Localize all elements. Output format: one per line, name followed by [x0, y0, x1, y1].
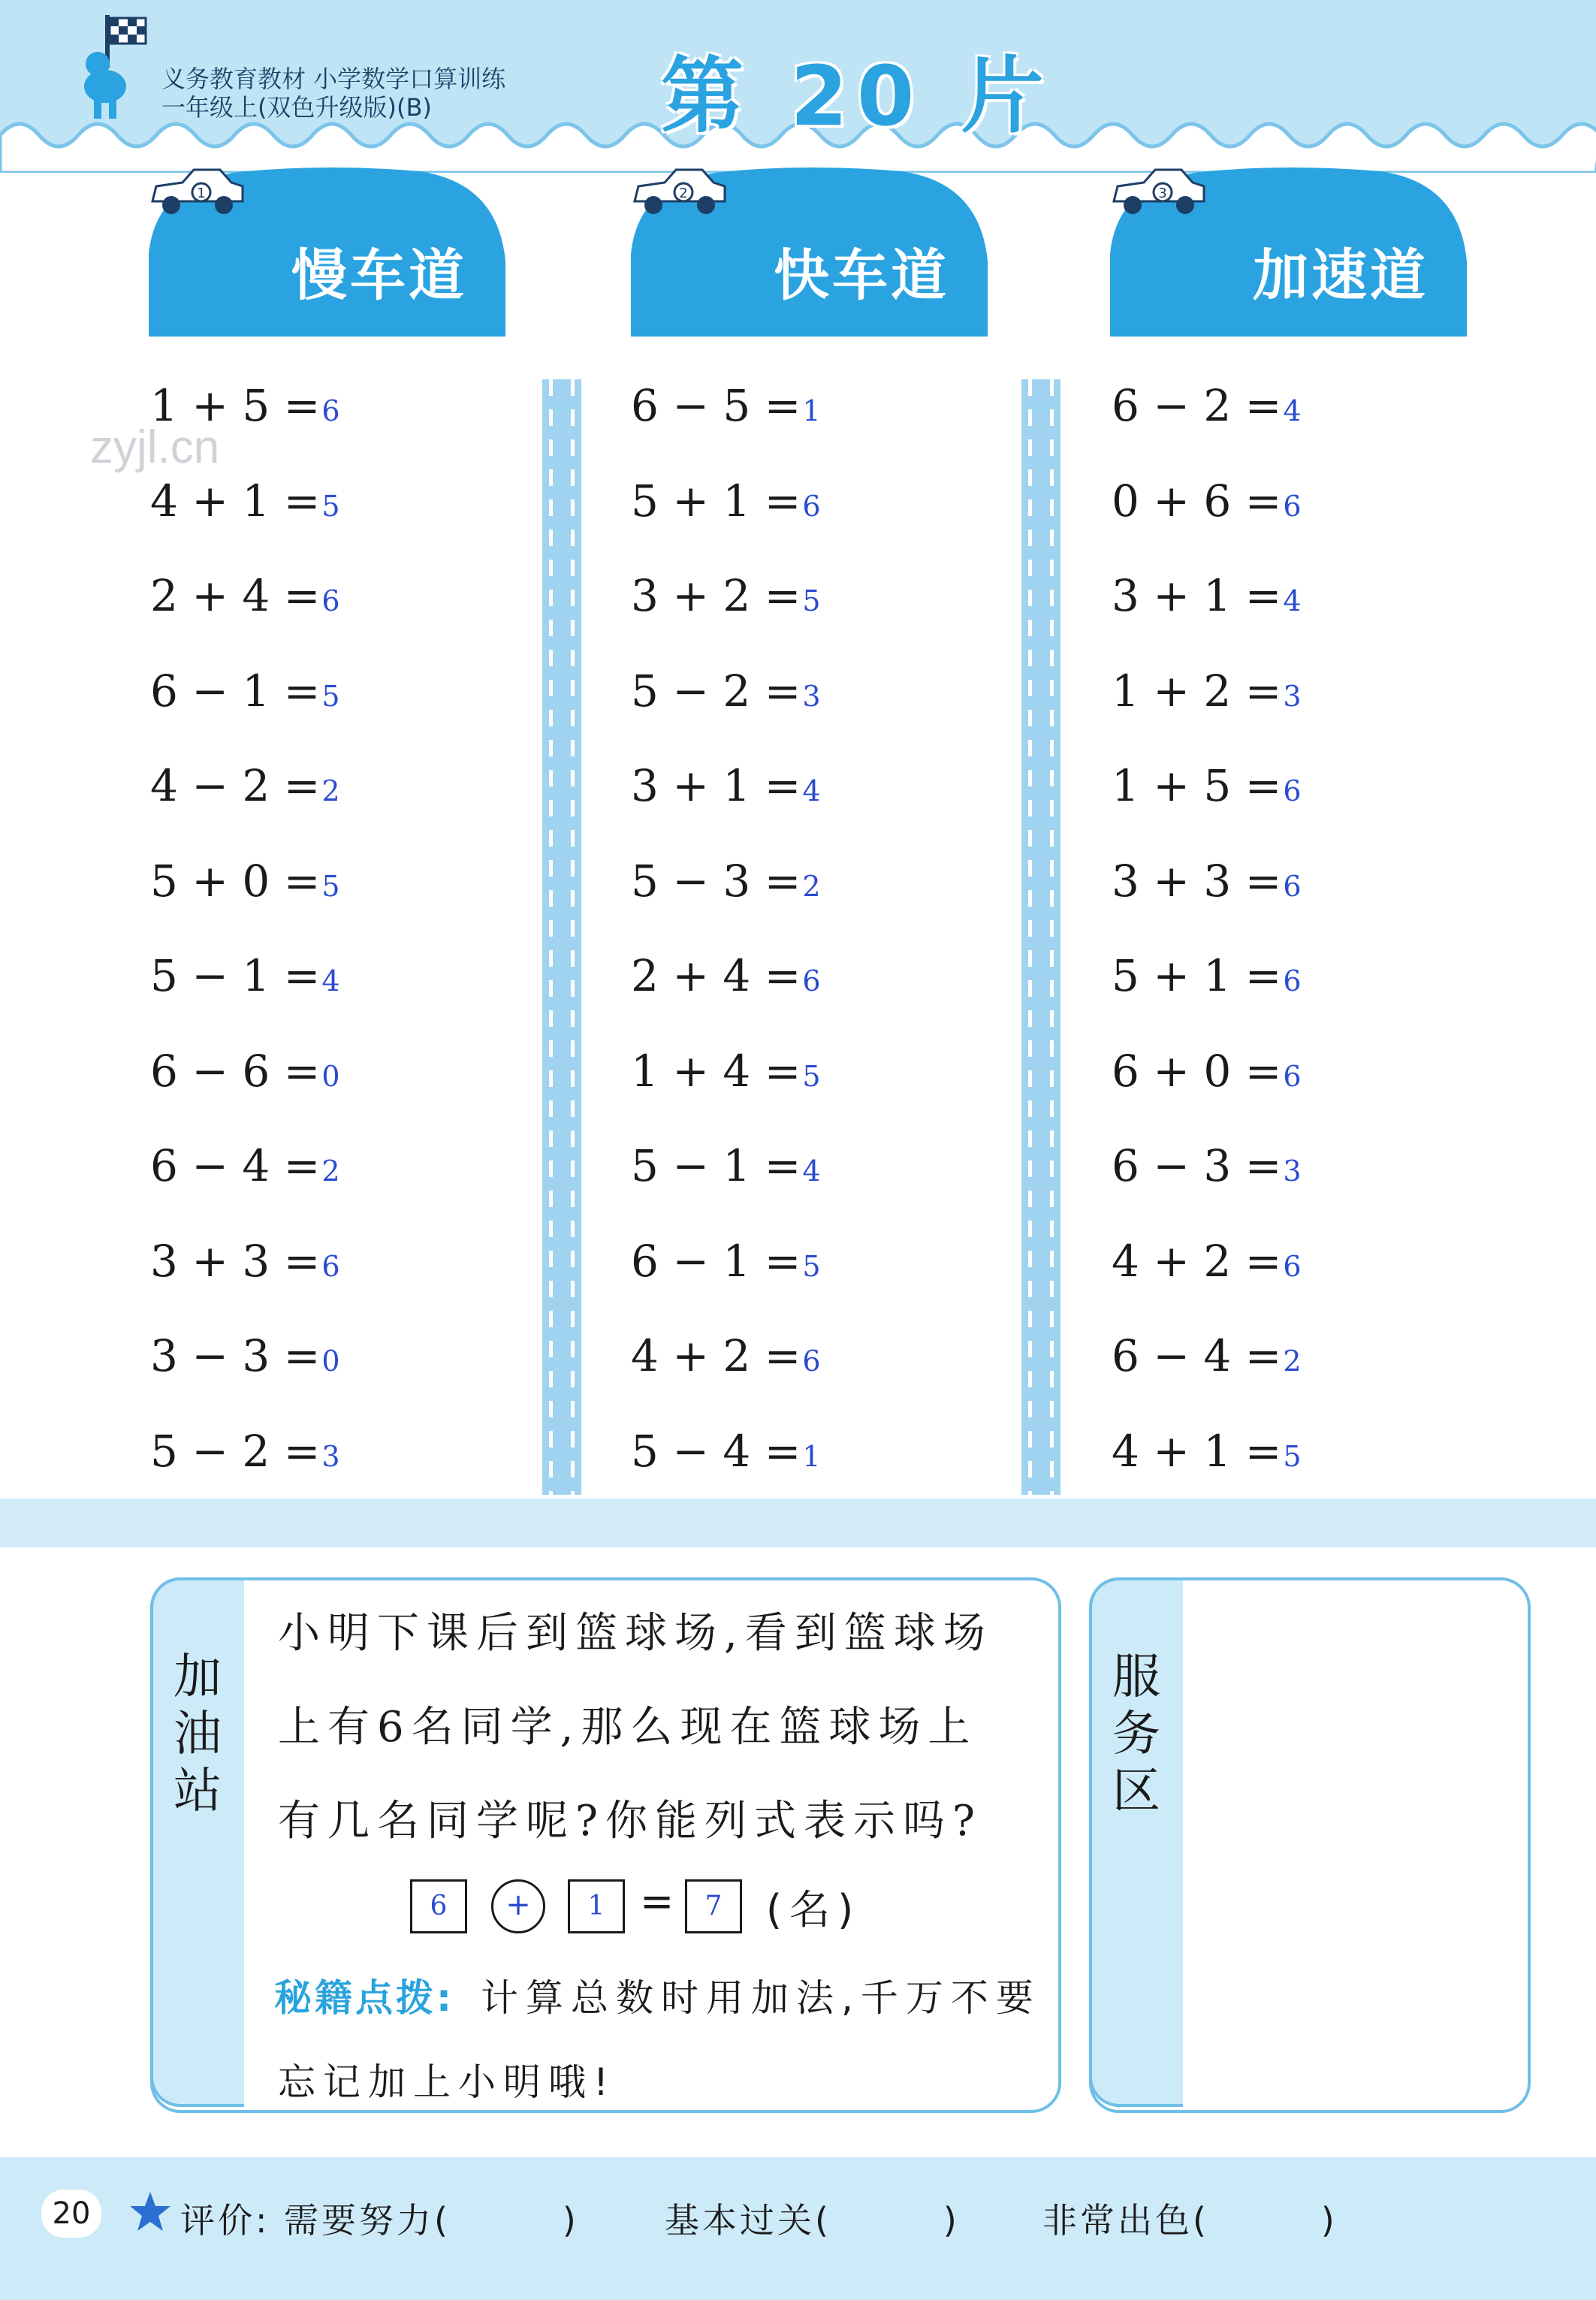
- equation-row: [631, 759, 821, 812]
- equation-answer[interactable]: 4: [1283, 394, 1302, 427]
- equation-answer[interactable]: 6: [1283, 869, 1302, 903]
- equation-answer[interactable]: 6: [321, 1249, 340, 1283]
- equation-answer[interactable]: 4: [1283, 584, 1302, 617]
- equation-answer[interactable]: 3: [1283, 679, 1302, 713]
- equation-answer[interactable]: 6: [1283, 1249, 1302, 1283]
- equation-question: 0 + 6 =: [1112, 475, 1282, 527]
- watermark: zyjl.cn: [90, 421, 220, 473]
- equation-question: 6 − 6 =: [150, 1045, 321, 1097]
- equation-row: [1112, 569, 1302, 622]
- equation-question: 5 − 2 =: [631, 665, 801, 717]
- equation-question: 5 + 0 =: [150, 855, 321, 907]
- equation-answer[interactable]: 2: [1283, 1345, 1302, 1378]
- lane-label-accel: 加速道: [1253, 243, 1429, 308]
- jiayouzhan-label: 加油站: [173, 1650, 222, 1819]
- star-icon: [128, 2190, 173, 2235]
- equals-sign: =: [640, 1878, 674, 1925]
- answer-box-result[interactable]: 7: [685, 1879, 742, 1933]
- equation-answer[interactable]: 6: [321, 394, 340, 427]
- lane-tab-fast: [631, 164, 988, 337]
- equation-question: 3 + 2 =: [631, 570, 801, 621]
- service-area-label: 服务区: [1112, 1650, 1160, 1819]
- tip-heading: 秘籍点拨:: [274, 1976, 454, 2020]
- equation-question: 6 − 1 =: [631, 1235, 801, 1287]
- equation-question: 4 + 1 =: [1112, 1425, 1282, 1477]
- equation-answer[interactable]: 5: [802, 1059, 821, 1093]
- equation-question: 3 + 1 =: [631, 760, 801, 811]
- lane-tab-accel: [1110, 164, 1467, 337]
- equation-question: 3 − 3 =: [150, 1330, 321, 1381]
- rating-label: 评价:: [180, 2200, 270, 2241]
- equation-question: 2 + 4 =: [631, 950, 801, 1001]
- equation-row: [150, 665, 340, 717]
- lane-divider: [1021, 379, 1060, 1495]
- equation-answer[interactable]: 4: [802, 774, 821, 807]
- equation-question: 6 − 2 =: [1112, 380, 1282, 431]
- equation-question: 6 − 5 =: [631, 380, 801, 431]
- equation-question: 5 − 1 =: [150, 950, 321, 1001]
- page-title: 第 20 片: [661, 48, 1053, 144]
- equation-question: 4 + 1 =: [150, 475, 321, 527]
- lane-label-slow: 慢车道: [291, 243, 467, 308]
- equation-row: [150, 1235, 340, 1287]
- equation-row: [1112, 1425, 1302, 1477]
- equation-answer[interactable]: 4: [802, 1155, 821, 1188]
- equation-row: [150, 949, 340, 1002]
- equation-question: 3 + 3 =: [1112, 855, 1282, 907]
- equation-row: [1112, 475, 1302, 527]
- equation-row: [150, 855, 340, 907]
- equation-answer[interactable]: 5: [802, 1249, 821, 1283]
- book-title-line2: 一年级上(双色升级版)(B): [161, 93, 432, 122]
- rating-option-needs-effort[interactable]: 需要努力( ): [284, 2200, 579, 2241]
- book-title-line1: 义务教育教材 小学数学口算训练: [161, 65, 506, 93]
- equation-row: [631, 379, 821, 432]
- equation-row: [150, 379, 340, 432]
- equation-answer[interactable]: 2: [321, 1155, 340, 1188]
- equation-answer[interactable]: 6: [1283, 964, 1302, 998]
- car-number: 1: [197, 186, 206, 201]
- equation-row: [150, 1139, 340, 1192]
- equation-answer[interactable]: 6: [321, 584, 340, 617]
- equation-question: 5 + 1 =: [631, 475, 801, 527]
- equation-answer[interactable]: 5: [1283, 1439, 1302, 1473]
- race-car-icon: [149, 164, 246, 216]
- page-number: 20: [41, 2190, 101, 2238]
- equation-row: [150, 1045, 340, 1097]
- equation-row: [631, 569, 821, 622]
- equation-answer[interactable]: 6: [802, 1345, 821, 1378]
- race-car-icon: [631, 164, 729, 216]
- equation-answer[interactable]: 0: [321, 1345, 340, 1378]
- equation-row: [1112, 855, 1302, 907]
- mascot-flag-icon: [75, 15, 158, 120]
- equation-row: [150, 1425, 340, 1477]
- equation-answer[interactable]: 6: [802, 964, 821, 998]
- lane-label-fast: 快车道: [774, 243, 949, 308]
- equation-row: [1112, 759, 1302, 812]
- equation-row: [631, 1235, 821, 1287]
- equation-answer[interactable]: 5: [321, 679, 340, 713]
- equation-row: [631, 475, 821, 527]
- equation-answer[interactable]: 1: [802, 1439, 821, 1473]
- operator-circle[interactable]: +: [491, 1879, 545, 1933]
- equation-question: 4 − 2 =: [150, 760, 321, 811]
- equation-question: 5 + 1 =: [1112, 950, 1282, 1001]
- car-number: 3: [1158, 186, 1167, 201]
- problem-line: 上有6名同学,那么现在篮球场上: [278, 1703, 978, 1752]
- equation-question: 1 + 4 =: [631, 1045, 801, 1097]
- equation-row: [1112, 1139, 1302, 1192]
- problem-line: 小明下课后到篮球场,看到篮球场: [278, 1609, 993, 1658]
- equation-row: [150, 569, 340, 622]
- equation-row: [150, 475, 340, 527]
- equation-answer[interactable]: 6: [1283, 489, 1302, 523]
- equation-answer[interactable]: 0: [321, 1059, 340, 1093]
- equation-answer[interactable]: 2: [802, 869, 821, 903]
- equation-answer[interactable]: 6: [1283, 774, 1302, 807]
- equation-question: 1 + 2 =: [1112, 665, 1282, 717]
- race-car-icon: [1110, 164, 1208, 216]
- equation-row: [631, 855, 821, 907]
- equation-answer[interactable]: 4: [321, 964, 340, 998]
- equation-question: 1 + 5 =: [150, 380, 321, 431]
- equation-question: 6 − 1 =: [150, 665, 321, 717]
- section-band: [0, 1499, 1596, 1547]
- equation-row: [1112, 1045, 1302, 1097]
- equation-row: [631, 1330, 821, 1382]
- equation-question: 3 + 3 =: [150, 1235, 321, 1287]
- equation-question: 5 − 1 =: [631, 1140, 801, 1191]
- equation-row: [1112, 665, 1302, 717]
- equation-question: 3 + 1 =: [1112, 570, 1282, 621]
- equation-question: 6 − 4 =: [1112, 1330, 1282, 1381]
- equation-row: [1112, 949, 1302, 1002]
- answer-box-a[interactable]: 6: [410, 1879, 467, 1933]
- rating-option-excellent[interactable]: 非常出色( ): [1042, 2200, 1338, 2241]
- equation-row: [150, 1330, 340, 1382]
- equation-row: [1112, 379, 1302, 432]
- equation-question: 1 + 5 =: [1112, 760, 1282, 811]
- tip-text: 计算总数时用加法,千万不要: [481, 1976, 1041, 2020]
- equation-row: [631, 1425, 821, 1477]
- equation-question: 6 − 4 =: [150, 1140, 321, 1191]
- equation-answer[interactable]: 3: [1283, 1155, 1302, 1188]
- equation-question: 2 + 4 =: [150, 570, 321, 621]
- equation-answer[interactable]: 6: [802, 489, 821, 523]
- rating-option-pass[interactable]: 基本过关( ): [665, 2200, 960, 2241]
- equation-row: [631, 1045, 821, 1097]
- equation-answer[interactable]: 5: [321, 869, 340, 903]
- equation-row: [631, 665, 821, 717]
- problem-line: 有几名同学呢?你能列式表示吗?: [278, 1797, 983, 1846]
- equation-question: 6 + 0 =: [1112, 1045, 1282, 1097]
- equation-question: 5 − 2 =: [150, 1425, 321, 1477]
- car-number: 2: [679, 186, 688, 201]
- equation-row: [631, 949, 821, 1002]
- equation-answer[interactable]: 1: [802, 394, 821, 427]
- equation-question: 5 − 4 =: [631, 1425, 801, 1477]
- equation-answer[interactable]: 3: [321, 1439, 340, 1473]
- equation-answer[interactable]: 3: [802, 679, 821, 713]
- equation-answer[interactable]: 6: [1283, 1059, 1302, 1093]
- equation-row: [150, 759, 340, 812]
- equation-answer[interactable]: 5: [802, 584, 821, 617]
- tip-text: 忘记加上小明哦!: [278, 2060, 617, 2104]
- equation-question: 4 + 2 =: [631, 1330, 801, 1381]
- equation-row: [1112, 1235, 1302, 1287]
- lane-tab-slow: [149, 164, 505, 337]
- equation-row: [631, 1139, 821, 1192]
- equation-answer[interactable]: 2: [321, 774, 340, 807]
- equation-question: 6 − 3 =: [1112, 1140, 1282, 1191]
- answer-box-b[interactable]: 1: [568, 1879, 625, 1933]
- equation-question: 4 + 2 =: [1112, 1235, 1282, 1287]
- unit-label: (名): [766, 1886, 861, 1933]
- equation-question: 5 − 3 =: [631, 855, 801, 907]
- equation-answer[interactable]: 5: [321, 489, 340, 523]
- lane-divider: [542, 379, 581, 1495]
- equation-row: [1112, 1330, 1302, 1382]
